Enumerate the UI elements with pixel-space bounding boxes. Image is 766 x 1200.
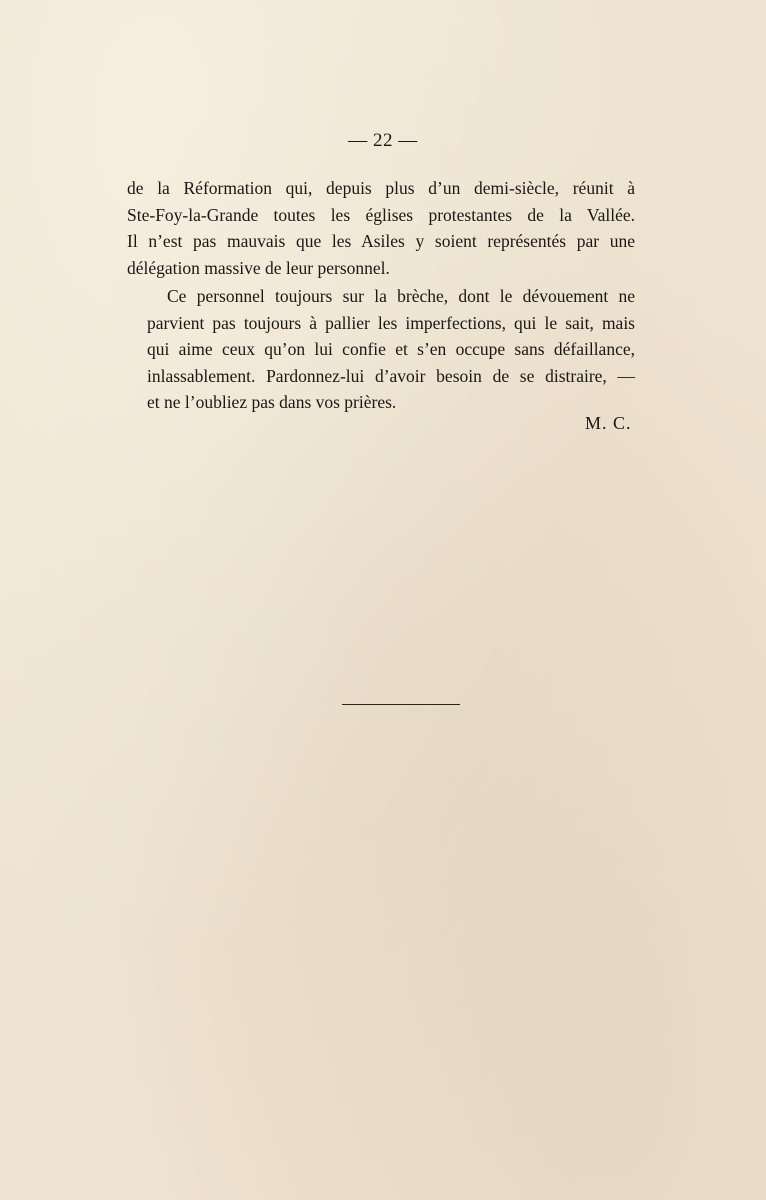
paragraph-1 <box>127 175 635 281</box>
text-line: inlassablement. Pardonnez-lui d’avoir besoin de se distraire, — <box>147 365 635 386</box>
text-line: délégation massive de leur personnel. <box>127 257 390 278</box>
text-line: de la Réformation qui, depuis plus d’un demi-siècle, réunit à <box>127 178 635 198</box>
page-number: — 22 — <box>348 130 418 151</box>
signature: M. C. <box>585 413 632 433</box>
text-line: et ne l’oubliez pas dans vos prières. <box>147 392 397 412</box>
text-line: Il n’est pas mauvais que les Asiles y soient représentés par une <box>127 231 635 251</box>
text-line: parvient pas toujours à pallier les imperfections, qui le sait, mais <box>147 312 635 333</box>
section-divider <box>342 704 460 705</box>
text-line: Ste-Foy-la-Grande toutes les églises protestantes de la Vallée. <box>127 204 635 225</box>
text-line: Ce personnel toujours sur la brèche, dont le dévouement ne <box>167 286 635 306</box>
text-line: qui aime ceux qu’on lui confie et s’en occupe sans défaillance, <box>147 339 635 359</box>
body-text <box>127 175 635 416</box>
paragraph-2 <box>127 283 635 416</box>
